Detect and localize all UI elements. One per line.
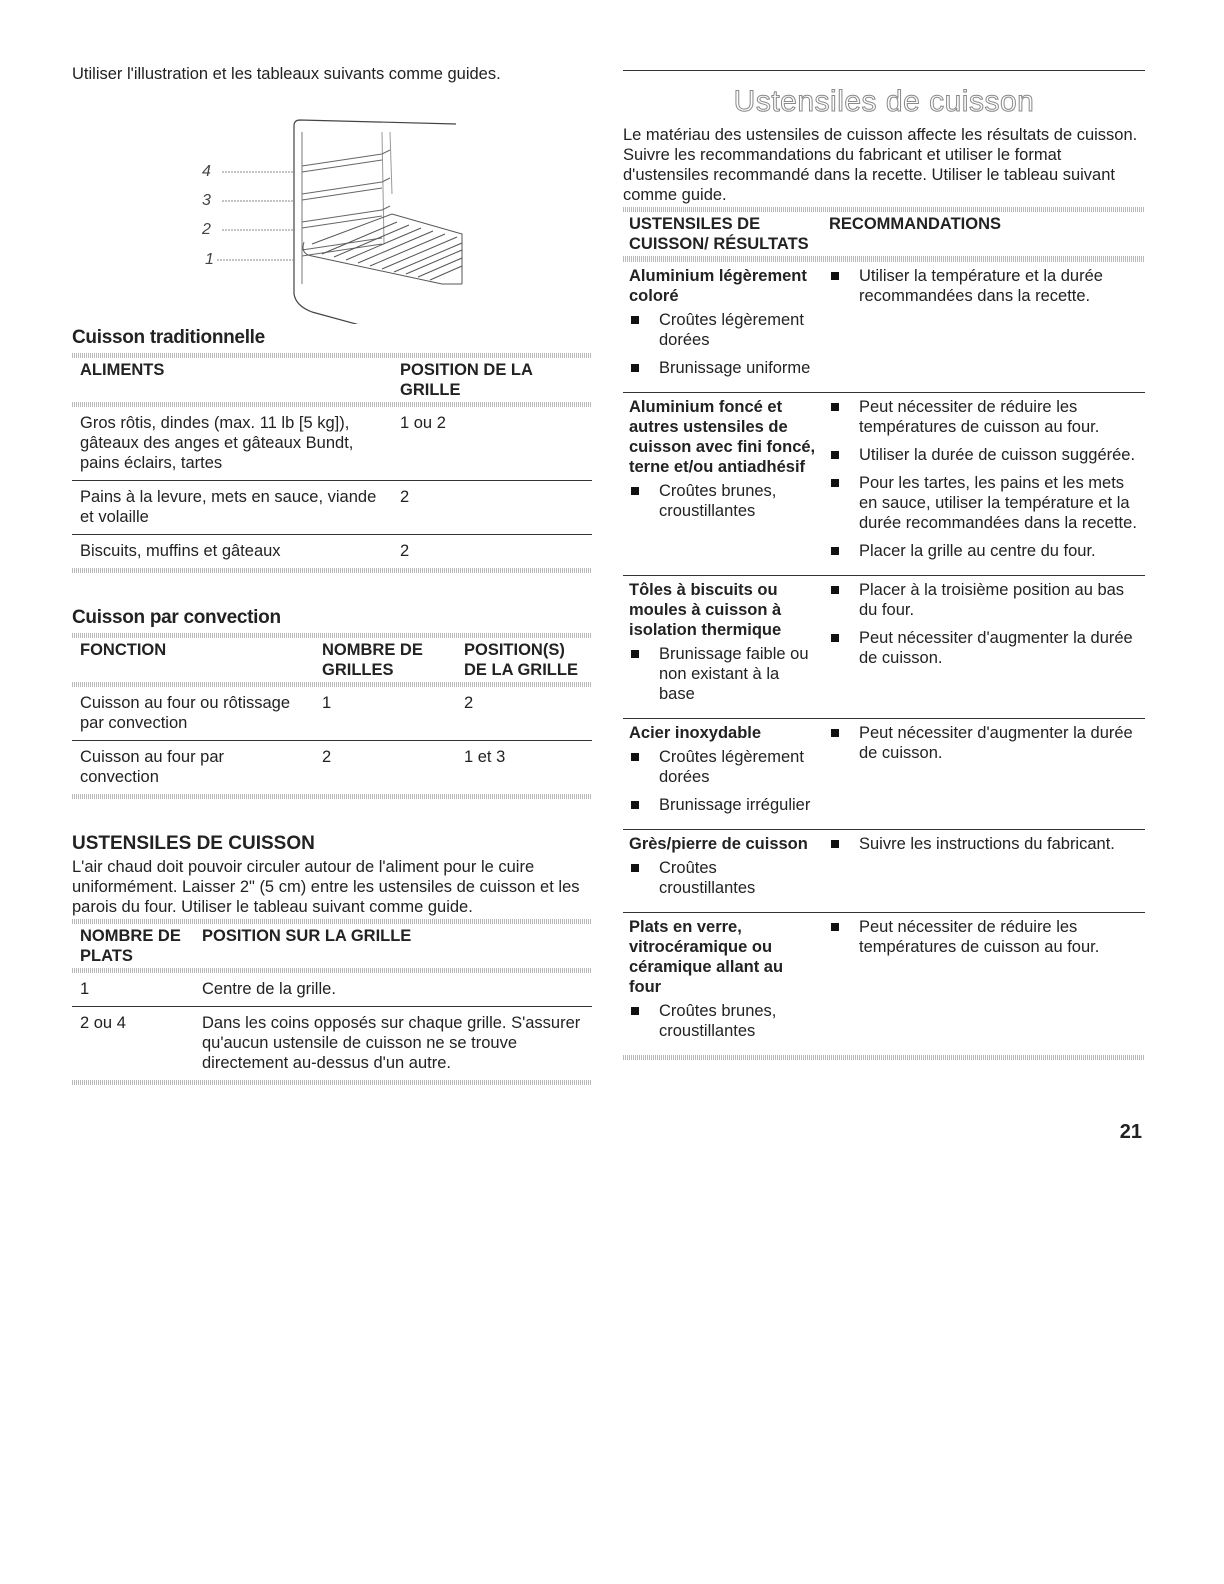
- col-header-nombre-plats: NOMBRE DE PLATS: [80, 927, 181, 965]
- table-row: [623, 393, 1145, 576]
- recommendations-cell: [823, 576, 1145, 719]
- list-item: Croûtes brunes, croustillantes: [629, 1001, 817, 1041]
- col-header-fonction: FONCTION: [80, 641, 167, 659]
- col-header-position: POSITION DE LA GRILLE: [400, 361, 533, 399]
- rack-label-1: 1: [205, 251, 214, 268]
- list-item: Croûtes croustillantes: [629, 858, 817, 898]
- list-item: Placer la grille au centre du four.: [829, 541, 1139, 561]
- recommendations-list: [829, 834, 1139, 854]
- table-row: [72, 973, 592, 1007]
- recommendations-cell: [823, 913, 1145, 1056]
- table-cell: 1: [80, 980, 90, 998]
- recommendations-list: [829, 397, 1139, 561]
- table-cell: Centre de la grille.: [202, 980, 336, 998]
- material-name: Plats en verre, vitrocéramique ou céramique allant au four: [629, 918, 784, 996]
- table-row: [623, 830, 1145, 913]
- table-row: [623, 913, 1145, 1056]
- top-rule: [623, 70, 1145, 71]
- recommendations-cell: [823, 830, 1145, 913]
- table-cell: 1 et 3: [456, 741, 592, 795]
- utensils-title: Ustensiles de cuisson: [733, 85, 1035, 118]
- table-row: [623, 719, 1145, 830]
- col-header-aliments: ALIMENTS: [80, 361, 165, 379]
- list-item: Brunissage irrégulier: [629, 795, 817, 815]
- col-header-nombre: NOMBRE DE GRILLES: [322, 641, 423, 679]
- oven-rack-illustration: [72, 84, 592, 314]
- table-row: [72, 407, 592, 481]
- table-cell: 2: [314, 741, 456, 795]
- material-cell: [623, 830, 823, 913]
- list-item: Croûtes brunes, croustillantes: [629, 481, 817, 521]
- utensils-table: [623, 212, 1145, 1055]
- material-name: Aluminium foncé et autres ustensiles de cuisson avec fini foncé, terne et/ou antiadhésif: [629, 398, 816, 476]
- recommendations-cell: [823, 262, 1145, 393]
- utensils-text: Le matériau des ustensiles de cuisson affecte les résultats de cuisson. Suivre les recommandations du fabricant et utiliser le format d'ustensiles recommandé dans la recette. Utiliser le tableau suivant comme guide.: [623, 126, 1138, 204]
- col-header-ustensiles: USTENSILES DE CUISSON/ RÉSULTATS: [629, 215, 809, 253]
- divider: [72, 1080, 592, 1085]
- col-header-recommandations: RECOMMANDATIONS: [829, 215, 1002, 233]
- oven-rack-drawing: [72, 84, 592, 324]
- material-cell: [623, 576, 823, 719]
- recommendations-cell: [823, 719, 1145, 830]
- list-item: Croûtes légèrement dorées: [629, 310, 817, 350]
- results-list: [629, 481, 817, 521]
- material-name: Grès/pierre de cuisson: [629, 835, 808, 853]
- table-cell: 1: [322, 694, 332, 712]
- utensils-rows: [623, 262, 1145, 1055]
- table-row: [623, 262, 1145, 393]
- table-cell: 2 ou 4: [72, 1007, 194, 1081]
- table-cell: Cuisson au four ou rôtissage par convection: [80, 694, 291, 732]
- right-column: [623, 70, 1145, 1060]
- results-list: [629, 1001, 817, 1041]
- table-cell: 2: [464, 694, 474, 712]
- recommendations-list: [829, 917, 1139, 957]
- table-cell: 2: [392, 481, 592, 535]
- intro-text: Utiliser l'illustration et les tableaux suivants comme guides.: [72, 65, 501, 83]
- results-list: [629, 644, 817, 704]
- convection-table: [72, 638, 592, 794]
- material-cell: [623, 262, 823, 393]
- list-item: Utiliser la température et la durée recommandées dans la recette.: [829, 266, 1139, 306]
- results-list: [629, 310, 817, 378]
- cookware-text: L'air chaud doit pouvoir circuler autour de l'aliment pour le cuire uniformément. Laisser 2" (5 cm) entre les ustensiles de cuisson et les parois du four. Utiliser le tableau suivant comme guide.: [72, 858, 580, 916]
- table-row: [623, 576, 1145, 719]
- list-item: Placer à la troisième position au bas du four.: [829, 580, 1139, 620]
- material-cell: [623, 393, 823, 576]
- recommendations-list: [829, 580, 1139, 668]
- table-row: [72, 481, 592, 535]
- recommendations-cell: [823, 393, 1145, 576]
- table-cell: Cuisson au four par convection: [72, 741, 314, 795]
- divider: [623, 1055, 1145, 1060]
- list-item: Croûtes légèrement dorées: [629, 747, 817, 787]
- divider: [72, 568, 592, 573]
- divider: [72, 794, 592, 799]
- table-row: [72, 741, 592, 795]
- cookware-title: USTENSILES DE CUISSON: [72, 833, 315, 854]
- table-cell: 1 ou 2: [400, 414, 446, 432]
- rack-label-2: 2: [202, 221, 211, 238]
- material-cell: [623, 719, 823, 830]
- recommendations-list: [829, 266, 1139, 306]
- results-list: [629, 747, 817, 815]
- list-item: Peut nécessiter d'augmenter la durée de cuisson.: [829, 628, 1139, 668]
- traditional-table: [72, 358, 592, 568]
- col-header-position-grille: POSITION SUR LA GRILLE: [202, 927, 412, 945]
- table-cell: Biscuits, muffins et gâteaux: [72, 535, 392, 569]
- table-row: [72, 687, 592, 741]
- left-column: [72, 64, 592, 1085]
- list-item: Peut nécessiter de réduire les températures de cuisson au four.: [829, 917, 1139, 957]
- page-number: 21: [1119, 1121, 1142, 1143]
- list-item: Pour les tartes, les pains et les mets en sauce, utiliser la température et la durée recommandées dans la recette.: [829, 473, 1139, 533]
- list-item: Peut nécessiter d'augmenter la durée de cuisson.: [829, 723, 1139, 763]
- material-name: Acier inoxydable: [629, 724, 762, 742]
- table-row: [72, 1007, 592, 1081]
- table-row: [72, 535, 592, 569]
- rack-label-4: 4: [202, 163, 211, 180]
- material-cell: [623, 913, 823, 1056]
- list-item: Suivre les instructions du fabricant.: [829, 834, 1139, 854]
- list-item: Brunissage uniforme: [629, 358, 817, 378]
- convection-title: Cuisson par convection: [72, 607, 281, 628]
- table-cell: Dans les coins opposés sur chaque grille. S'assurer qu'aucun ustensile de cuisson ne se trouve directement au-dessus d'un autre.: [194, 1007, 592, 1081]
- list-item: Utiliser la durée de cuisson suggérée.: [829, 445, 1139, 465]
- list-item: Brunissage faible ou non existant à la base: [629, 644, 817, 704]
- table-cell: Pains à la levure, mets en sauce, viande et volaille: [72, 481, 392, 535]
- material-name: Tôles à biscuits ou moules à cuisson à isolation thermique: [629, 581, 782, 639]
- rack-label-3: 3: [202, 192, 211, 209]
- material-name: Aluminium légèrement coloré: [629, 267, 807, 305]
- traditional-title: Cuisson traditionnelle: [72, 327, 265, 348]
- results-list: [629, 858, 817, 898]
- list-item: Peut nécessiter de réduire les températures de cuisson au four.: [829, 397, 1139, 437]
- table-cell: Gros rôtis, dindes (max. 11 lb [5 kg]), gâteaux des anges et gâteaux Bundt, pains éclairs, tartes: [80, 414, 354, 472]
- table-cell: 2: [392, 535, 592, 569]
- col-header-positions: POSITION(S) DE LA GRILLE: [464, 641, 578, 679]
- cookware-table: [72, 924, 592, 1080]
- recommendations-list: [829, 723, 1139, 763]
